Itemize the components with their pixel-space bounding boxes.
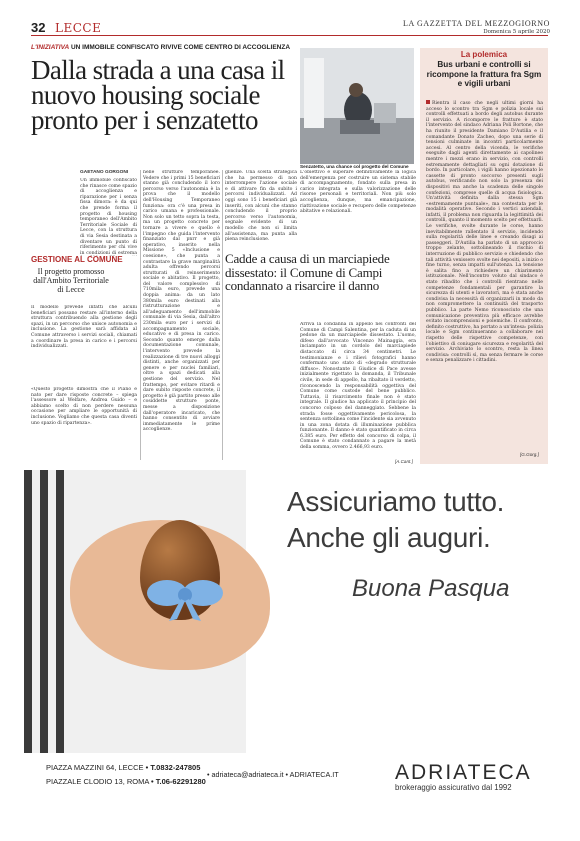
address-roma: PIAZZALE CLODIO 13, ROMA — [46, 777, 149, 786]
article-col4: L'obiettivo è superare definitivamente la logica dell'emergenza per costruire un sistema stabile di accompagnamento, fondato sulla presa in carico integrata e sulla valorizzazione delle risorse personali e territoriali. Non più solo accoglienza, dunque, ma emancipazione, riattivazione sociale e recupero delle competenze abitative e relazionali. — [300, 170, 416, 215]
bullet-square-icon — [426, 100, 430, 104]
phone-lecce: • T.0832-247805 — [145, 763, 201, 772]
second-article-title: Cadde a causa di un marciapiede dissestato: il Comune di Campi condannato a risarcire il danno — [225, 251, 390, 293]
article-col2: nelle strutture temporanee. Vedere che i primi 15 beneficiari stanno già concludendo il loro percorso verso l'autonomia è la prova che il modello dell'Housing Temporaneo funziona: ora c'è una presa in carico umana e professionale. Non solo un tetto sopra la testa, ma un progetto concreto per tornare a vivere e quello è l'impegno che guida l'intervento finanziato dal pnrr e già operativo, inserito nella Missione 5 «Inclusione e coesione», che punta a contrastare la grave marginalità adulta offrendo percorsi strutturati di reinserimento sociale e abitativo. Il progetto, del valore complessivo di 710mila euro, prevede una doppia anima: da un lato 380mila euro destinati alla ristrutturazione e all'adeguamento dell'immobile comunale di via Sesia, dall'altro 230mila euro per i servizi di accompagnamento sociale, educativo e di presa in carico. Secondo quanto emerge dalla documentazione comunale, l'intervento prevede la realizzazione di tre nuovi alloggi distinti, anche organizzati per genere e per nuclei familiari, oltre a spazi dedicati alla gestione del servizio. Nel frattempo, per evitare ritardi e dare subito risposte concrete, il progetto è già partito presso alle cosiddette strutture ponte, messe a disposizione dall'operatore incaricato, che hanno consentito di avviare immediatamente le prime accoglienze. — [143, 170, 220, 433]
ad-headline-3: Buona Pasqua — [352, 575, 510, 602]
column-rule — [222, 170, 223, 460]
polemica-label: La polemica — [460, 50, 508, 59]
ad-brand-logo: ADRIATECA — [395, 761, 532, 784]
sidebar-label: GESTIONE AL COMUNE — [31, 255, 123, 264]
article-col3: glienze. Una scelta strategica che ha permesso di non interrompere l'azione sociale e di attivare fin da subito i percorsi individualizzati. Ad oggi sono 15 i beneficiari già inseriti, con alcuni che stanno concludendo il proprio percorso verso l'autonomia, segnale evidente di un modello che non si limita all'assistenza, ma punta alla piena reinclusione. — [225, 170, 297, 242]
polemica-author: [G.Gorg.] — [520, 452, 539, 457]
section-name: LECCE — [55, 21, 102, 35]
article-col1-side — [115, 255, 137, 307]
ad-address-1 — [46, 763, 200, 772]
header-rule — [31, 35, 548, 36]
ribbon-bow-icon — [145, 573, 225, 623]
article-title: Dalla strada a una casa il nuovo housing sociale pronto per i senzatetto — [31, 55, 285, 135]
polemica-text: Rientra il caso che negli ultimi giorni ha acceso lo scontro tra Sgm e polizia locale sui controlli effettuati a bordo degli autobus durante il servizio. A ricomporre le fratture è stato l'intervento del sindaco Adriana Poli Bortone, che ha riunito il presidente Damiano D'Autilia e il comandante Donato Zacheo, dopo una serie di tensioni culminate in incontri particolarmente accesi. Al centro della vicenda, le verifiche eseguite dagli agenti direttamente ai capolinee mentre i mezzi erano in servizio, con controlli estremamente dettagliati su ogni dotazione di bordo. In particolare, i vigili hanno ispezionato le cassette di pronto soccorso presenti sugli autobus, verificando non solo la presenza dei dispositivi ma anche la scadenza delle singole confezioni, comprese quelle di acqua fisiologica. Un'attività definita dalla stessa Sgm «estremamente puntuale», ma contestata per le modalità operative. Secondo i vertici aziendali, infatti, il problema non riguarda la legittimità dei controlli, quanto il momento scelto per effettuarli. Le verifiche, svolte durante le corse, hanno inevitabilmente rallentato il servizio, incidendo sulla regolarità delle linee e creando disagi ai passeggeri. D'Autilia ha parlato di un approccio troppo zelante, sottolineando il rischio di interruzione di pubblico servizio e chiedendo che tali attività venissero svolte nei depositi, a inizio o fine turno, senza impatti sull'utenza. La tensione è salita fino a richiedere un chiarimento istituzionale. Nell'incontro voluto dal sindaco è stato ribadito che i controlli rientrano nelle competenze fondamentali per garantire la sicurezza di utenti e lavoratori, ma è stata anche condivisa la necessità di organizzarli in modo da non compromettere la continuità del trasporto pubblico. La parte Nemo riconosciuto che una comunicazione preventiva più efficace avrebbe evitato incomprensioni e polemiche. Il confronto, definito costruttivo, ha portato a un'intesa: polizia locale e Sgm continueranno a collaborare nel rispetto delle rispettive competenze, con l'obiettivo di coniugare sicurezza e regolarità del servizio. Archiviato lo scontro, resta la linea condivisa: controlli sì, ma senza fermare le corse e senza penalizzare i cittadini. — [426, 101, 543, 364]
article-byline: GAETANO GORGONI — [80, 170, 129, 175]
issue-date: Domenica 5 aprile 2020 — [483, 29, 550, 35]
article-photo — [300, 48, 414, 164]
second-article-spacer — [225, 322, 297, 460]
newspaper-name: LA GAZZETTA DEL MEZZOGIORNO — [402, 19, 550, 28]
address-lecce: PIAZZA MAZZINI 64, LECCE — [46, 763, 144, 772]
article-col1-mid: Il modello prevede infatti che alcuni beneficiari possano restare all'interno della struttura contribuendo alla gestione degli spazi, in un percorso che unisce autonomia e inclusione. La gestione sarà affidata al Comune attraverso i servizi sociali, chiamati a coordinare la presa in carico e i percorsi individualizzati. — [31, 305, 137, 350]
sidebar-subtitle: Il progetto promosso dall'Ambito Territoriale di Lecce — [33, 267, 109, 295]
ad-tagline: brokeraggio assicurativo dal 1992 — [395, 783, 512, 792]
article-col1-top: Un immobile confiscato che rinasce come spazio di accoglienza e riparazione per i senza fissa dimora: è da qui che prende forma il progetto di housing temporaneo dell'Ambito Territoriale Sociale di Lecce, con la struttura di via Sesia destinata a diventare un punto di riferimento per chi vive in condizioni di estrema — [80, 178, 137, 256]
ad-headline-2: Anche gli auguri. — [287, 522, 491, 553]
second-article-body: Arriva la condanna in appello nei confronti del Comune di Campi Salentina, per la caduta di un pedone da un marciapiede dissestato. L'uomo, difeso dall'avvocato Vincenzo Mainaggia, era inciampato in un cordolo del marciapiede distaccato di circa 34 centimetri. Le testimonianze e i rilievi fotografici hanno confermato uno stato di «degrado strutturale diffuso». Nonostante il Giudice di Pace avesse inizialmente rigettato la domanda, il Tribunale civile, in sede di appello, ha ribaltato il verdetto, riconoscendo la responsabilità oggettiva del Comune come custode del bene pubblico. Tuttavia, il risarcimento finale non è stato integrale. Il giudice ha applicato il principio del concorso colposo del danneggiato. Sebbene la strada fosse oggettivamente pericolosa, la sentenza sottolinea come l'incidente sia avvenuto in una zona dotata di illuminazione pubblica funzionante. Il danno è stato quantificato in circa 6.385 euro. Per effetto del concorso di colpa, il Comune è stato condannato a pagare la metà della somma, ovvero 2.466,93 euro. — [300, 322, 416, 451]
page-number: 32 — [31, 20, 46, 35]
article-kicker — [31, 44, 290, 51]
phone-roma: • T.06-62291280 — [151, 777, 206, 786]
kicker-text: UN IMMOBILE CONFISCATO RIVIVE COME CENTRO DI ACCOGLIENZA — [70, 44, 291, 51]
polemica-body — [426, 100, 543, 452]
article-col1-bottom: «Questo progetto dimostra che il Piano è nato per dare risposte concrete – spiega l'assessore al Welfare, Andrea Guido – e abbiamo scelto di non perdere nessuna occasione per ampliare le opportunità di inclusione. Vogliamo che questa casa diventi uno spazio di ripartenza». — [31, 387, 137, 426]
second-article-author: [A.Cant.] — [395, 459, 413, 464]
ad-headline-1: Assicuriamo tutto. — [287, 486, 505, 517]
ad-contacts[interactable]: • adriateca@adriateca.it • ADRIATECA.IT — [207, 770, 339, 779]
homeless-photo-illustration — [300, 48, 414, 164]
photo-caption: Senzatetto, una chance col progetto del Comune — [300, 164, 409, 169]
polemica-title: Bus urbani e controlli si ricompone la frattura fra Sgm e vigili urbani — [426, 60, 542, 89]
kicker-label: L'INIZIATIVA — [31, 44, 70, 51]
ad-address-2 — [46, 777, 206, 786]
column-rule — [140, 170, 141, 460]
